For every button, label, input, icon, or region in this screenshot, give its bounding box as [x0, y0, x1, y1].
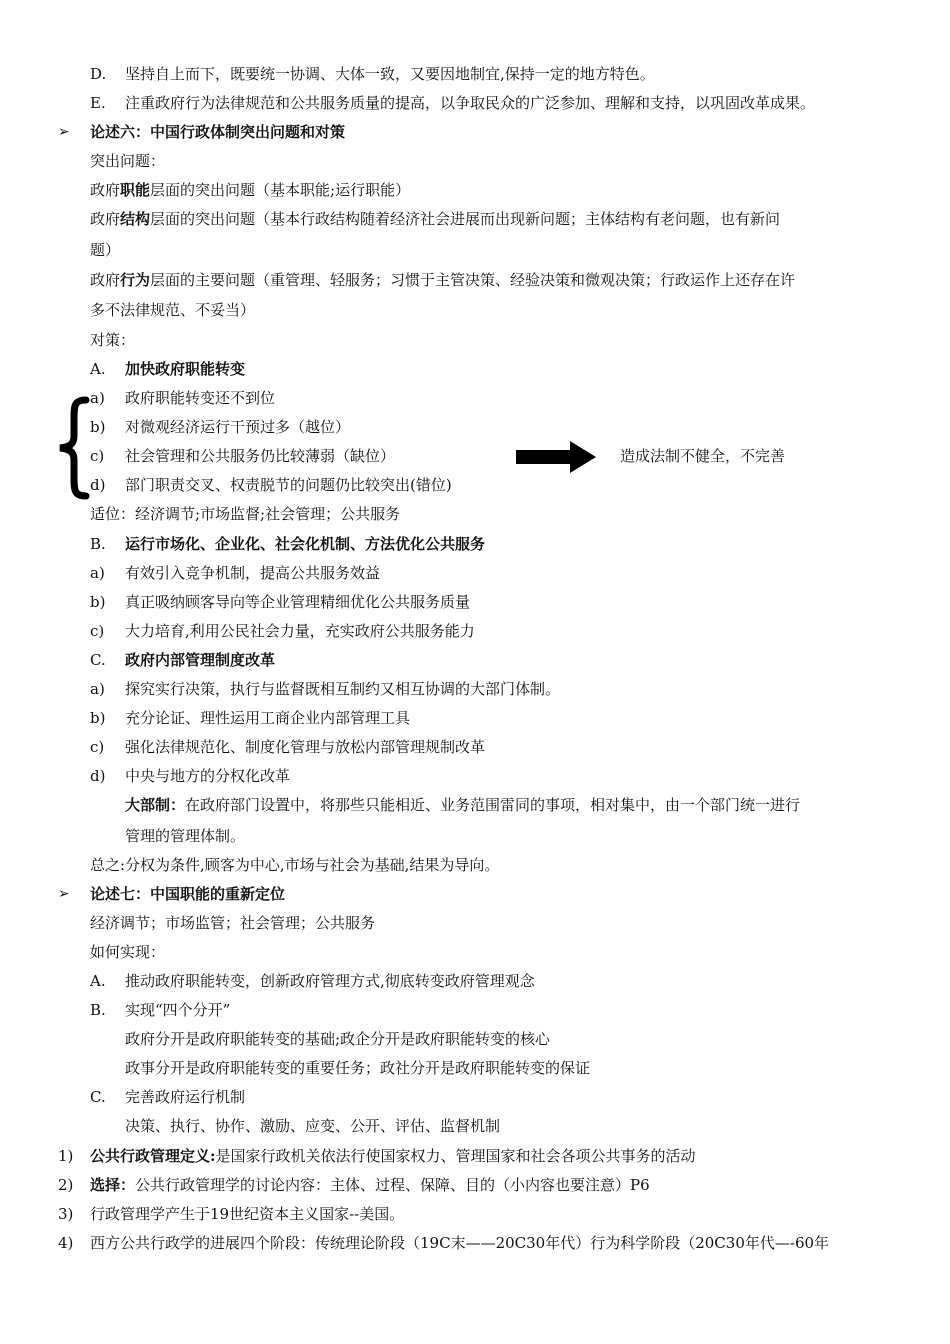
bold-term: 职能: [120, 181, 151, 199]
list-marker: A.: [90, 972, 106, 990]
bullet-arrow-icon: ➢: [58, 124, 70, 140]
text-line: 题）: [90, 241, 121, 259]
list-item: [90, 417, 350, 437]
list-marker: c): [90, 447, 105, 465]
line-text: 强化法律规范化、制度化管理与放松内部管理规制改革: [125, 738, 486, 756]
line-text: 推动政府职能转变，创新政府管理方式,彻底转变政府管理观念: [125, 972, 535, 990]
subheading-text: 政府内部管理制度改革: [125, 651, 276, 669]
list-marker: C.: [90, 651, 106, 669]
section-heading: 论述六：中国行政体制突出问题和对策: [90, 123, 346, 141]
text-line: 决策、执行、协作、激励、应变、公开、评估、监督机制: [125, 1117, 501, 1135]
list-marker: d): [90, 767, 106, 785]
list-item: [90, 563, 380, 583]
line-text: 行政管理学产生于19世纪资本主义国家--美国。: [90, 1205, 405, 1223]
list-marker: 2): [58, 1176, 74, 1194]
text-line: [90, 93, 815, 113]
list-item: [90, 708, 410, 728]
line-text: 实现“四个分开”: [125, 1001, 231, 1019]
list-marker: b): [90, 709, 106, 727]
list-marker: B.: [90, 1001, 106, 1019]
line-text: 坚持自上而下，既要统一协调、大体一致，又要因地制宜,保持一定的地方特色。: [125, 65, 655, 83]
list-marker: 3): [58, 1205, 74, 1223]
line-text: 部门职责交叉、权责脱节的问题仍比较突出(错位): [125, 476, 452, 494]
right-arrow-icon: [516, 441, 596, 473]
line-text: 社会管理和公共服务仍比较薄弱（缺位）: [125, 447, 396, 465]
line-text: 中央与地方的分权化改革: [125, 767, 291, 785]
list-item: [90, 621, 475, 641]
line-text: 注重政府行为法律规范和公共服务质量的提高，以争取民众的广泛参加、理解和支持，以巩固改革成果。: [125, 94, 816, 112]
text-line: 多不法律规范、不妥当）: [90, 301, 256, 319]
text-line: [90, 64, 655, 84]
list-marker: a): [90, 389, 105, 407]
list-marker: c): [90, 738, 105, 756]
list-marker: D.: [90, 65, 107, 83]
list-marker: A.: [90, 360, 106, 378]
numbered-item: [58, 1233, 829, 1253]
list-item: [90, 475, 452, 495]
text-line: 政府分开是政府职能转变的基础;政企分开是政府职能转变的核心: [125, 1030, 551, 1048]
list-item: [90, 592, 470, 612]
line-text: 对微观经济运行干预过多（越位）: [125, 418, 351, 436]
list-marker: d): [90, 476, 106, 494]
list-item: [90, 388, 275, 408]
text-line: 突出问题：: [90, 152, 166, 170]
text-line: [90, 209, 780, 229]
list-item: [90, 971, 535, 991]
list-item: [90, 737, 485, 757]
numbered-item: [58, 1204, 404, 1224]
list-marker: a): [90, 680, 105, 698]
list-marker: c): [90, 622, 105, 640]
text-line: [90, 270, 795, 290]
bold-term: 选择：: [90, 1176, 136, 1194]
list-item: [90, 446, 395, 466]
line-text: 大力培育,利用公民社会力量，充实政府公共服务能力: [125, 622, 475, 640]
list-item: [90, 766, 290, 786]
bold-term: 大部制：: [125, 796, 186, 814]
line-text: 政府: [90, 181, 121, 199]
line-text: 政府: [90, 271, 121, 289]
line-text: 有效引入竞争机制，提高公共服务效益: [125, 564, 381, 582]
line-text: 层面的突出问题（基本行政结构随着经济社会进展而出现新问题；主体结构有老问题，也有新问: [150, 210, 781, 228]
text-line: 总之:分权为条件,顾客为中心,市场与社会为基础,结果为导向。: [90, 856, 500, 874]
line-text: 充分论证、理性运用工商企业内部管理工具: [125, 709, 411, 727]
arrow-annotation: 造成法制不健全，不完善: [620, 447, 786, 465]
line-text: 公共行政管理学的讨论内容：主体、过程、保障、目的（小内容也要注意）P6: [135, 1176, 650, 1194]
text-line: 对策：: [90, 331, 136, 349]
list-marker: b): [90, 593, 106, 611]
subheading: [90, 650, 275, 670]
definition-line: [125, 795, 800, 815]
bold-term: 结构: [120, 210, 151, 228]
bold-term: 公共行政管理定义:: [90, 1147, 216, 1165]
subheading-text: 运行市场化、企业化、社会化机制、方法优化公共服务: [125, 535, 486, 553]
line-text: 层面的主要问题（重管理、轻服务；习惯于主管决策、经验决策和微观决策；行政运作上还存在许: [150, 271, 796, 289]
text-line: 适位：经济调节;市场监督;社会管理；公共服务: [90, 505, 401, 523]
list-item: [90, 679, 560, 699]
line-text: 探究实行决策，执行与监督既相互制约又相互协调的大部门体制。: [125, 680, 561, 698]
line-text: 层面的突出问题（基本职能;运行职能）: [150, 181, 411, 199]
line-text: 是国家行政机关依法行使国家权力、管理国家和社会各项公共事务的活动: [215, 1147, 696, 1165]
line-text: 政府: [90, 210, 121, 228]
text-line: 经济调节；市场监管；社会管理；公共服务: [90, 914, 376, 932]
section-heading: 论述七：中国职能的重新定位: [90, 885, 286, 903]
subheading: [90, 359, 245, 379]
list-marker: a): [90, 564, 105, 582]
line-text: 西方公共行政学的进展四个阶段：传统理论阶段（19C末——20C30年代）行为科学阶段（20C30年代—-60年: [90, 1234, 830, 1252]
subheading: [90, 534, 485, 554]
list-marker: B.: [90, 535, 106, 553]
curly-brace-icon: [52, 396, 92, 500]
text-line: 政事分开是政府职能转变的重要任务；政社分开是政府职能转变的保证: [125, 1059, 591, 1077]
numbered-item: [58, 1146, 696, 1166]
list-marker: E.: [90, 94, 106, 112]
line-text: 完善政府运行机制: [125, 1088, 246, 1106]
list-marker: b): [90, 418, 106, 436]
bold-term: 行为: [120, 271, 151, 289]
list-marker: 4): [58, 1234, 74, 1252]
line-text: 在政府部门设置中，将那些只能相近、业务范围雷同的事项，相对集中，由一个部门统一进行: [185, 796, 801, 814]
list-marker: 1): [58, 1147, 74, 1165]
list-item: [90, 1000, 230, 1020]
numbered-item: [58, 1175, 650, 1195]
text-line: [90, 180, 410, 200]
line-text: 真正吸纳顾客导向等企业管理精细优化公共服务质量: [125, 593, 471, 611]
text-line: 管理的管理体制。: [125, 827, 246, 845]
list-marker: C.: [90, 1088, 106, 1106]
line-text: 政府职能转变还不到位: [125, 389, 276, 407]
list-item: [90, 1087, 245, 1107]
text-line: 如何实现：: [90, 943, 166, 961]
subheading-text: 加快政府职能转变: [125, 360, 246, 378]
bullet-arrow-icon: ➢: [58, 886, 70, 902]
